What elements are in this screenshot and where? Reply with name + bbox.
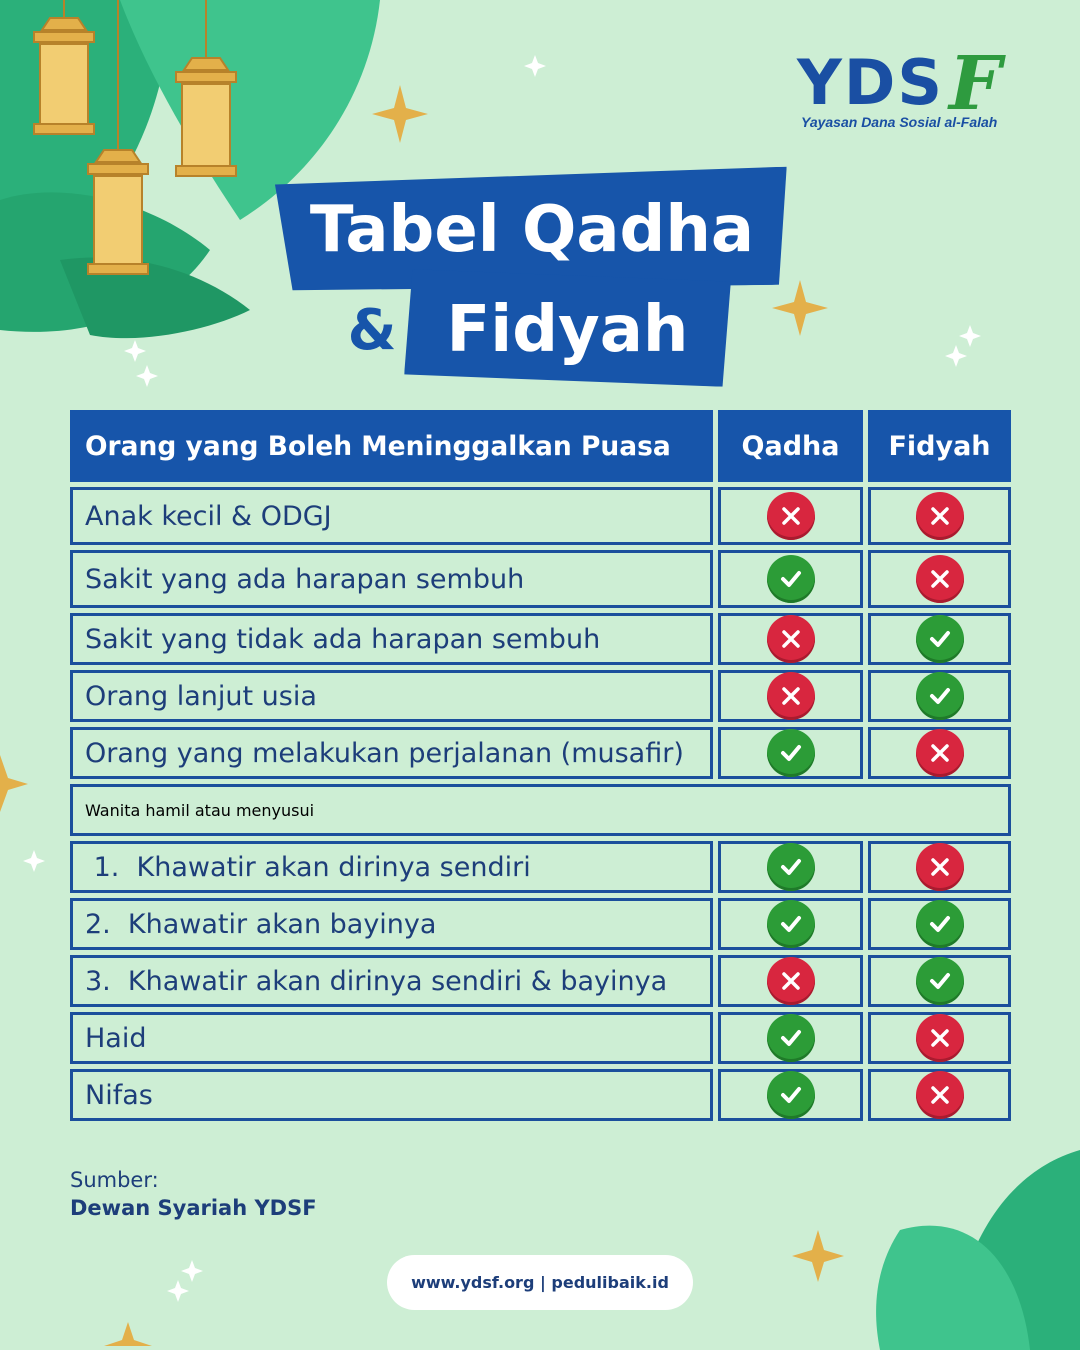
table-row (70, 727, 1011, 779)
fidyah-cell (868, 727, 1011, 779)
x-icon (928, 855, 952, 879)
logo-wordmark: YDS (797, 46, 945, 119)
fidyah-cell (868, 898, 1011, 950)
category-label: Orang lanjut usia (85, 680, 317, 712)
x-circle-icon (916, 843, 964, 891)
x-icon (928, 1083, 952, 1107)
fidyah-cell (868, 670, 1011, 722)
check-icon (778, 1082, 804, 1108)
qadha-cell (718, 727, 863, 779)
check-icon (778, 854, 804, 880)
fidyah-cell (868, 1069, 1011, 1121)
fidyah-cell (868, 487, 1011, 545)
table-row (70, 670, 1011, 722)
table-row (70, 1012, 1011, 1064)
category-label: 2. Khawatir akan bayinya (85, 908, 437, 940)
fidyah-cell (868, 1012, 1011, 1064)
check-circle-icon (916, 957, 964, 1005)
table-section-row (70, 784, 1011, 836)
source-label: Sumber: (70, 1168, 159, 1192)
header-label: Qadha (741, 430, 840, 462)
bottom-right-leaves-decoration (876, 1150, 1080, 1350)
category-label: Sakit yang tidak ada harapan sembuh (85, 623, 601, 655)
table-row (70, 898, 1011, 950)
x-icon (928, 741, 952, 765)
check-circle-icon (767, 1014, 815, 1062)
category-cell (70, 613, 713, 665)
check-icon (927, 968, 953, 994)
logo-tagline: Yayasan Dana Sosial al-Falah (801, 114, 998, 130)
source-value: Dewan Syariah YDSF (70, 1196, 317, 1220)
qadha-cell (718, 841, 863, 893)
check-icon (778, 1025, 804, 1051)
x-circle-icon (916, 555, 964, 603)
category-cell (70, 898, 713, 950)
category-cell (70, 670, 713, 722)
category-cell (70, 487, 713, 545)
table-row (70, 550, 1011, 608)
category-cell (70, 955, 713, 1007)
section-cell (70, 784, 1011, 836)
qadha-cell (718, 1069, 863, 1121)
table-row (70, 955, 1011, 1007)
check-icon (927, 626, 953, 652)
table-header-row (70, 410, 1011, 482)
qadha-cell (718, 1012, 863, 1064)
header-label: Orang yang Boleh Meninggalkan Puasa (85, 430, 671, 462)
fidyah-cell (868, 841, 1011, 893)
check-circle-icon (916, 672, 964, 720)
check-icon (778, 740, 804, 766)
category-label: 3. Khawatir akan dirinya sendiri & bayinya (85, 965, 668, 997)
x-circle-icon (767, 492, 815, 540)
header-cell-fidyah (868, 410, 1011, 482)
check-icon (927, 683, 953, 709)
website-links[interactable]: www.ydsf.org | pedulibaik.id (411, 1273, 669, 1292)
table-row (70, 841, 1011, 893)
category-cell (70, 1069, 713, 1121)
website-links-pill[interactable] (387, 1255, 693, 1310)
qadha-cell (718, 487, 863, 545)
qadha-cell (718, 550, 863, 608)
category-label: Orang yang melakukan perjalanan (musafir) (85, 737, 684, 769)
x-icon (779, 684, 803, 708)
page-title-line-1: Tabel Qadha (309, 193, 755, 267)
x-circle-icon (767, 957, 815, 1005)
table-row (70, 1069, 1011, 1121)
category-cell (70, 1012, 713, 1064)
fidyah-cell (868, 550, 1011, 608)
check-icon (778, 911, 804, 937)
x-circle-icon (767, 672, 815, 720)
x-icon (928, 1026, 952, 1050)
x-circle-icon (916, 492, 964, 540)
category-cell (70, 727, 713, 779)
check-circle-icon (767, 1071, 815, 1119)
category-cell (70, 841, 713, 893)
x-icon (928, 567, 952, 591)
category-label: Sakit yang ada harapan sembuh (85, 563, 525, 595)
table-row (70, 487, 1011, 545)
qadha-cell (718, 613, 863, 665)
header-label: Fidyah (888, 430, 991, 462)
qadha-fidyah-table (70, 410, 1011, 1126)
check-icon (927, 911, 953, 937)
check-circle-icon (767, 555, 815, 603)
qadha-cell (718, 955, 863, 1007)
x-circle-icon (916, 1071, 964, 1119)
qadha-cell (718, 670, 863, 722)
check-circle-icon (767, 843, 815, 891)
fidyah-cell (868, 955, 1011, 1007)
fidyah-cell (868, 613, 1011, 665)
x-circle-icon (916, 729, 964, 777)
logo-f-letter: F (949, 41, 1002, 127)
header-cell-qadha (718, 410, 863, 482)
section-label: Wanita hamil atau menyusui (85, 800, 315, 820)
x-circle-icon (767, 615, 815, 663)
table-body (70, 487, 1011, 1121)
page-title-ampersand: & (347, 298, 397, 363)
category-label: Haid (85, 1022, 147, 1054)
check-circle-icon (916, 615, 964, 663)
check-icon (778, 566, 804, 592)
x-icon (779, 504, 803, 528)
x-circle-icon (916, 1014, 964, 1062)
category-label: Anak kecil & ODGJ (85, 500, 332, 532)
x-icon (779, 627, 803, 651)
check-circle-icon (767, 900, 815, 948)
x-icon (928, 504, 952, 528)
page-title-line-2: Fidyah (446, 293, 689, 367)
category-cell (70, 550, 713, 608)
category-label: 1. Khawatir akan dirinya sendiri (85, 851, 531, 883)
check-circle-icon (767, 729, 815, 777)
header-cell-category (70, 410, 713, 482)
table-row (70, 613, 1011, 665)
x-icon (779, 969, 803, 993)
category-label: Nifas (85, 1079, 153, 1111)
check-circle-icon (916, 900, 964, 948)
qadha-cell (718, 898, 863, 950)
ydsf-logo (797, 41, 1012, 140)
